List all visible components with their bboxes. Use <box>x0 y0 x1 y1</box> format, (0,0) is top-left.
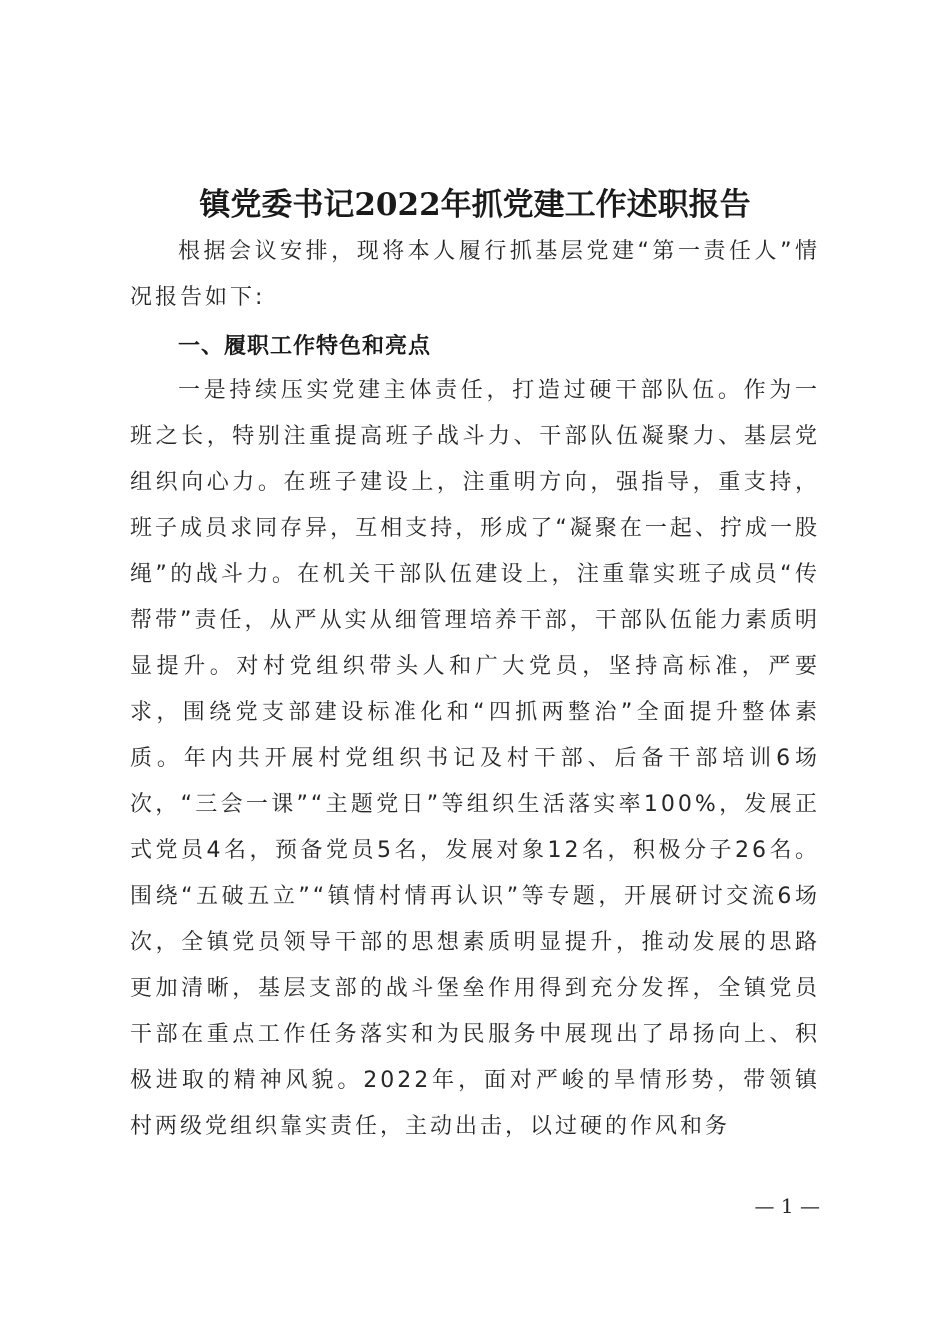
document-title: 镇党委书记2022年抓党建工作述职报告 <box>199 187 751 223</box>
section-heading: 一、履职工作特色和亮点 <box>178 334 432 359</box>
body-paragraph: 一是持续压实党建主体责任，打造过硬干部队伍。作为一班之长，特别注重提高班子战斗力、干部队伍凝聚力、基层党组织向心力。在班子建设上，注重明方向，强指导，重支持，班子成员求同存异，互相支持，形成了“凝聚在一起、拧成一股绳”的战斗力。在机关干部队伍建设上，注重靠实班子成员“传帮带”责任，从严从实从细管理培养干部，干部队伍能力素质明显提升。对村党组织带头人和广大党员，坚持高标准，严要求，围绕党支部建设标准化和“四抓两整治”全面提升整体素质。年内共开展村党组织书记及村干部、后备干部培训6场次，“三会一课”“主题党日”等组织生活落实率100%，发展正式党员4名，预备党员5名，发展对象12名，积极分子26名。围绕“五破五立”“镇情村情再认识”等专题，开展研讨交流6场次，全镇党员领导干部的思想素质明显提升，推动发展的思路更加清晰，基层支部的战斗堡垒作用得到充分发挥，全镇党员干部在重点工作任务落实和为民服务中展现出了昂扬向上、积极进取的精神风貌。2022年，面对严峻的旱情形势，带领镇村两级党组织靠实责任，主动出击，以过硬的作风和务 <box>130 378 820 1139</box>
intro-paragraph: 根据会议安排，现将本人履行抓基层党建“第一责任人”情况报告如下: <box>130 239 820 310</box>
page-number: — 1 — <box>754 1194 820 1218</box>
